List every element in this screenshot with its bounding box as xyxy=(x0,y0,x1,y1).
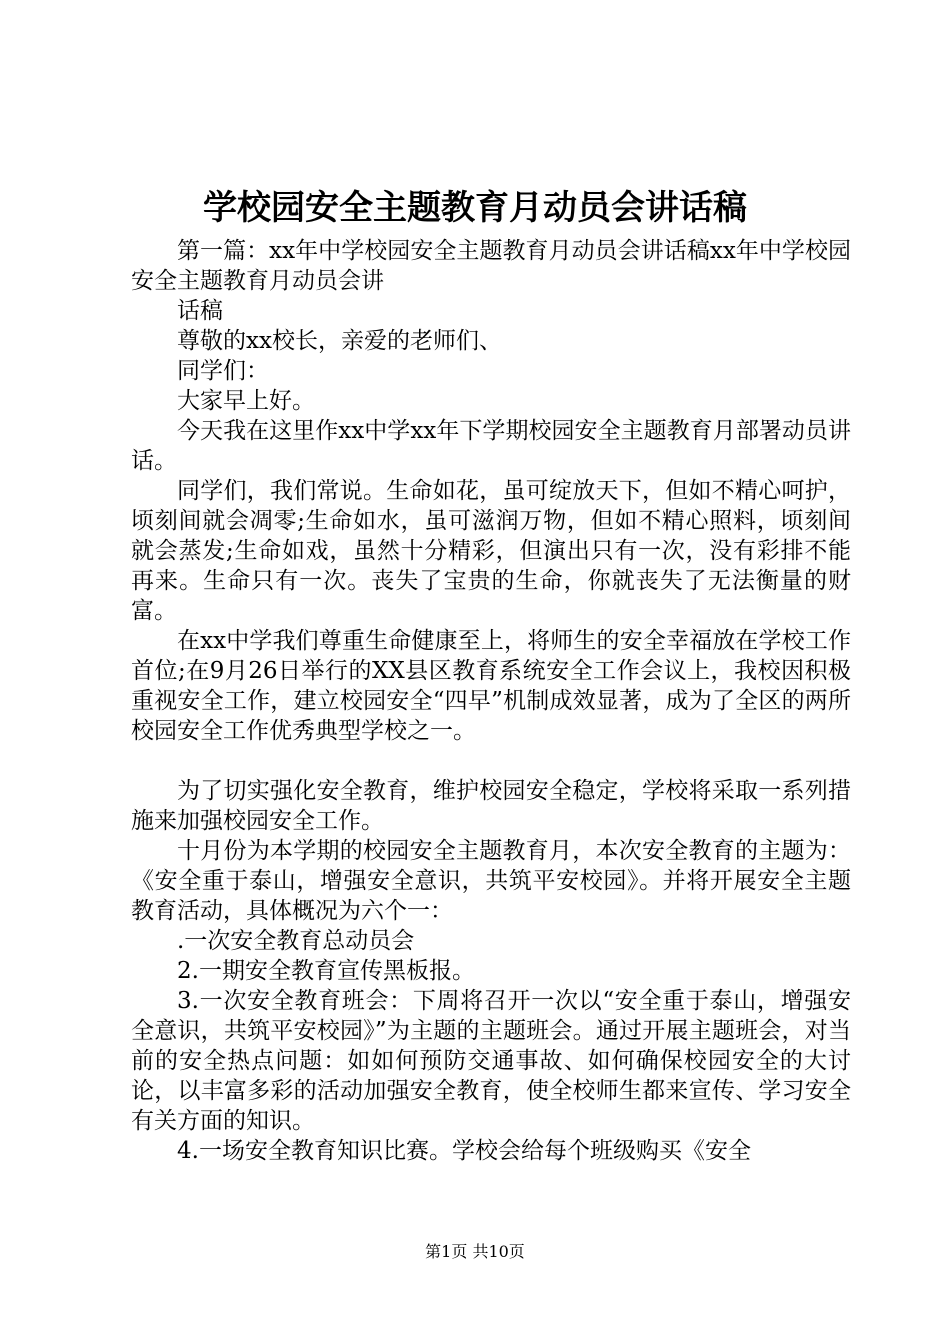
list-item: .一次安全教育总动员会 xyxy=(177,928,415,954)
paragraph: 为了切实强化安全教育，维护校园安全稳定，学校将采取一系列措施来加强校园安全工作。 xyxy=(131,778,851,834)
paragraph: 话稿 xyxy=(177,298,223,324)
page-footer: 第1页 共10页 xyxy=(425,1242,525,1261)
list-item: 4.一场安全教育知识比赛。学校会给每个班级购买《安全 xyxy=(177,1138,751,1164)
paragraph: 在xx中学我们尊重生命健康至上，将师生的安全幸福放在学校工作首位;在9月26日举行的XX县区教育系统安全工作会议上，我校因积极重视安全工作，建立校园安全“四早”机制成效显著，成为了全区的两所校园安全工作优秀典型学校之一。 xyxy=(131,628,851,744)
list-item: 3.一次安全教育班会：下周将召开一次以“安全重于泰山，增强安全意识，共筑平安校园》”为主题的主题班会。通过开展主题班会，对当前的安全热点问题：如如何预防交通事故、如何确保校园安全的大讨论，以丰富多彩的活动加强安全教育，使全校师生都来宣传、学习安全有关方面的知识。 xyxy=(131,988,851,1134)
paragraph: 同学们： xyxy=(177,358,269,384)
blank-line xyxy=(131,746,851,776)
document-body xyxy=(131,236,851,1166)
paragraph: 十月份为本学期的校园安全主题教育月，本次安全教育的主题为：《安全重于泰山，增强安全意识，共筑平安校园》。并将开展安全主题教育活动，具体概况为六个一： xyxy=(131,838,851,924)
paragraph: 尊敬的xx校长，亲爱的老师们、 xyxy=(177,328,502,354)
paragraph: 第一篇：xx年中学校园安全主题教育月动员会讲话稿xx年中学校园安全主题教育月动员会讲 xyxy=(131,238,851,294)
paragraph: 今天我在这里作xx中学xx年下学期校园安全主题教育月部署动员讲话。 xyxy=(131,418,851,474)
paragraph: 同学们，我们常说。生命如花，虽可绽放天下，但如不精心呵护，顷刻间就会凋零;生命如水，虽可滋润万物，但如不精心照料，顷刻间就会蒸发;生命如戏，虽然十分精彩，但演出只有一次，没有彩排不能再来。生命只有一次。丧失了宝贵的生命，你就丧失了无法衡量的财富。 xyxy=(131,478,851,624)
list-item: 2.一期安全教育宣传黑板报。 xyxy=(177,958,475,984)
document-title: 学校园安全主题教育月动员会讲话稿 xyxy=(203,188,747,228)
paragraph: 大家早上好。 xyxy=(177,388,315,414)
